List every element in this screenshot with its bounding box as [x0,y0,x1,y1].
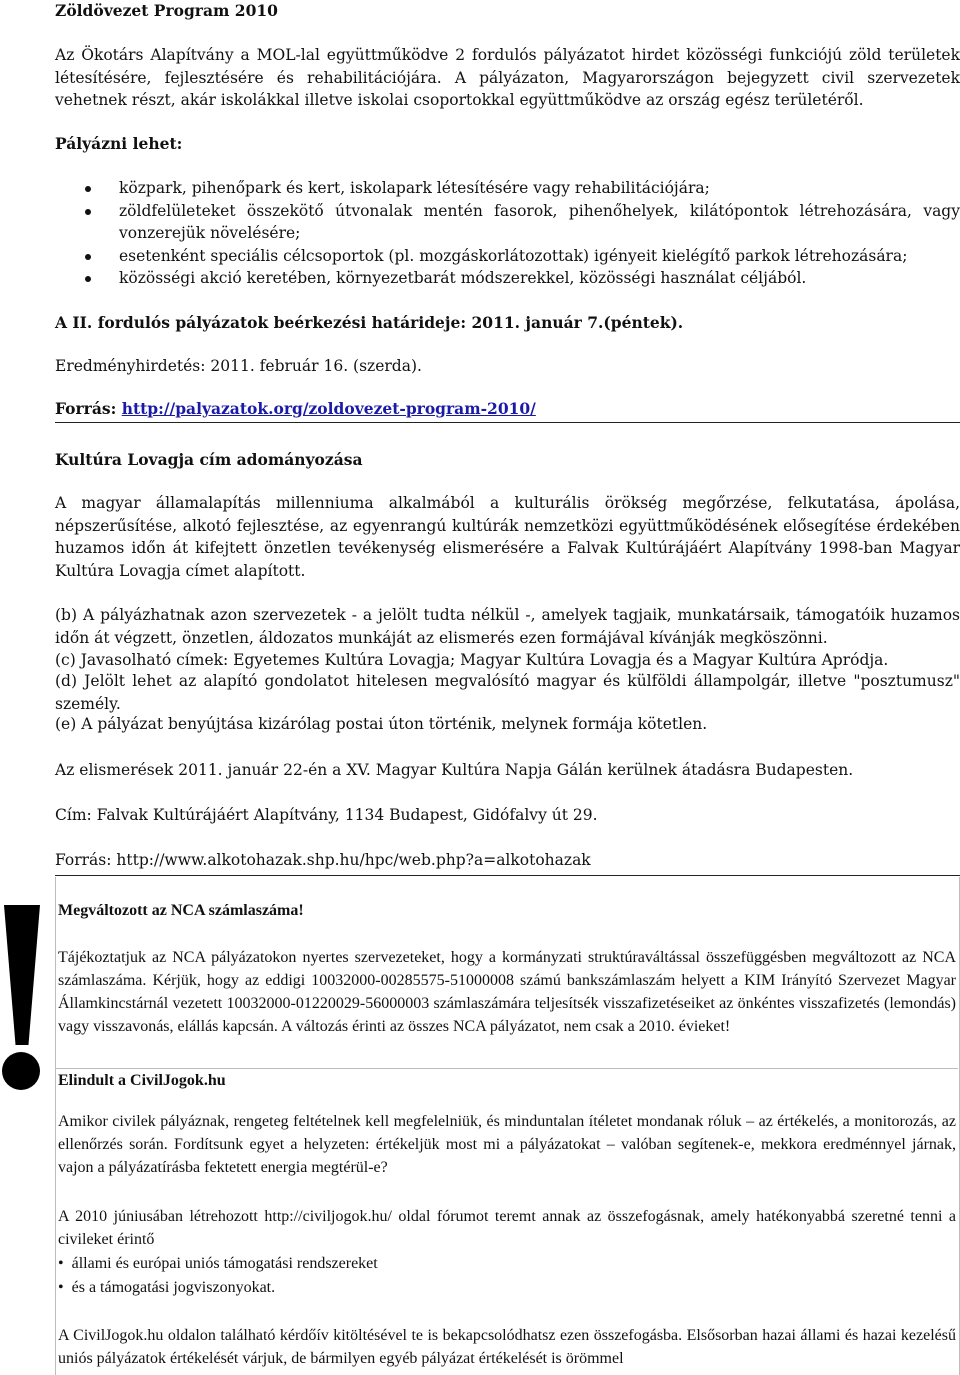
list-item: esetenként speciális célcsoportok (pl. mozgáskorlátozottak) igényeit kielégítő parkok létrehozására; [85,245,960,268]
list-item: • és a támogatási jogviszonyokat. [58,1276,956,1300]
exclamation-icon [4,905,40,1045]
nca-body: Tájékoztatjuk az NCA pályázatokon nyertes szervezeteket, hogy a kormányzati struktúraváltással összefüggésben megváltozott az NCA számlaszáma. Kérjük, hogy az eddigi 10032000-00285575-51000008 számú bankszámlaszám helyett a KIM Irányító Szervezet Magyar Államkincstárnál vezetett 10032000-01220029-56000003 számlaszámára teljesítsék visszafizetéseiket az önkéntes visszafizetés (lemondás) vagy visszavonás, elállás kapcsán. A változás érinti az összes NCA pályázatot, nem csak a 2010. évieket! [58,949,956,1035]
section-title-civiljogok: Elindult a CivilJogok.hu [58,1072,226,1089]
civiljogok-p1: Amikor civilek pályáznak, rengeteg feltételnek kell megfelelniük, és minduntalan ítéletet mondanak róluk – az értékelés, a monitorozás, az ellenőrzés során. Fordítsunk egyet a helyzeten: értékeljük most mi a pályázatokat – valóban segítenek-e, mekkora eredménnyel járnak, vajon a pályázatírásba fektetett energia megtérül-e? [58,1113,956,1176]
section-title-zoldovezet: Zöldövezet Program 2010 [55,1,278,20]
list-item: • állami és európai uniós támogatási rendszereket [58,1252,956,1276]
section-title-kultura-lovagja: Kultúra Lovagja cím adományozása [55,450,363,469]
zoldovezet-intro: Az Ökotárs Alapítvány a MOL-lal együttműködve 2 fordulós pályázatot hirdet közösségi funkciójú zöld területek létesítésére, fejlesztésére és rehabilitációjára. A pályázaton, Magyarországon bejegyzett civil szervezetek vehetnek részt, akár iskolákkal illetve iskolai csoportokkal együttműködve az ország egész területéről. [55,46,960,109]
results-text: Eredményhirdetés: 2011. február 16. (szerda). [55,357,422,375]
list-item: közpark, pihenőpark és kert, iskolapark létesítésére vagy rehabilitációjára; [85,177,960,200]
civiljogok-p2: A 2010 júniusában létrehozott http://civiljogok.hu/ oldal fórumot teremt annak az összefogásnak, amely hatékonyabbá szeretné tenni a civileket érintő [58,1208,956,1248]
civiljogok-p3: A CivilJogok.hu oldalon található kérdőív kitöltésével te is bekapcsolódhatsz ezen összefogásba. Elsősorban hazai állami és hazai kezelésű uniós pályázatok értékelését várjuk, de bármilyen egyéb pályázat értékelését is örömmel [58,1327,956,1367]
deadline-text: A II. fordulós pályázatok beérkezési határideje: 2011. január 7.(péntek). [55,313,684,332]
kultura-awards: Az elismerések 2011. január 22-én a XV. Magyar Kultúra Napja Gálán kerülnek átadásra Budapesten. [55,761,854,779]
list-item: közösségi akció keretében, környezetbarát módszerekkel, közösségi használat céljából. [85,267,960,290]
kultura-intro: A magyar államalapítás millenniuma alkalmából a kulturális örökség megőrzése, felkutatása, ápolása, népszerűsítése, alkotó fejlesztése, az egyenrangú kultúrák nemzetközi együttműködésének elősegítése érdekében huzamos időn át kifejtett önzetlen tevékenység elismerésére a Falvak Kultúrájáért Alapítvány 1998-ban Magyar Kultúra Lovagja címet alapított. [55,494,960,580]
kultura-item-b: (b) A pályázhatnak azon szervezetek - a jelölt tudta nélkül -, amelyek tagjaik, munkatársaik, támogatóik huzamos időn át végzett, önzetlen, áldozatos munkáját az elismerés ezen formájával kívánják megköszönni. [55,606,960,647]
apply-list [85,177,960,290]
exclamation-dot-icon [2,1052,40,1090]
source-label: Forrás: [55,399,122,418]
section-title-nca: Megváltozott az NCA számlaszáma! [58,902,304,919]
section-divider [55,875,960,876]
zoldovezet-source-link[interactable]: http://palyazatok.org/zoldovezet-program-2010/ [121,399,536,418]
kultura-source: Forrás: http://www.alkotohazak.shp.hu/hpc/web.php?a=alkotohazak [55,851,591,869]
section-divider [55,422,960,423]
list-item: zöldfelületeket összekötő útvonalak mentén fasorok, pihenőhelyek, kilátópontok létrehozására, vagy vonzerejük növelésére; [85,200,960,245]
kultura-address: Cím: Falvak Kultúrájáért Alapítvány, 1134 Budapest, Gidófalvy út 29. [55,806,598,824]
civiljogok-list [58,1252,956,1300]
kultura-item-e: (e) A pályázat benyújtása kizárólag postai úton történik, melynek formája kötetlen. [55,715,708,733]
kultura-item-d: (d) Jelölt lehet az alapító gondolatot hitelesen megvalósító magyar és külföldi állampolgár, illetve "posztumusz" személy. [55,672,960,713]
kultura-item-c: (c) Javasolható címek: Egyetemes Kultúra Lovagja; Magyar Kultúra Lovagja és a Magyar Kultúra Apródja. [55,651,889,669]
zoldovezet-source [55,398,960,421]
apply-heading: Pályázni lehet: [55,134,183,153]
